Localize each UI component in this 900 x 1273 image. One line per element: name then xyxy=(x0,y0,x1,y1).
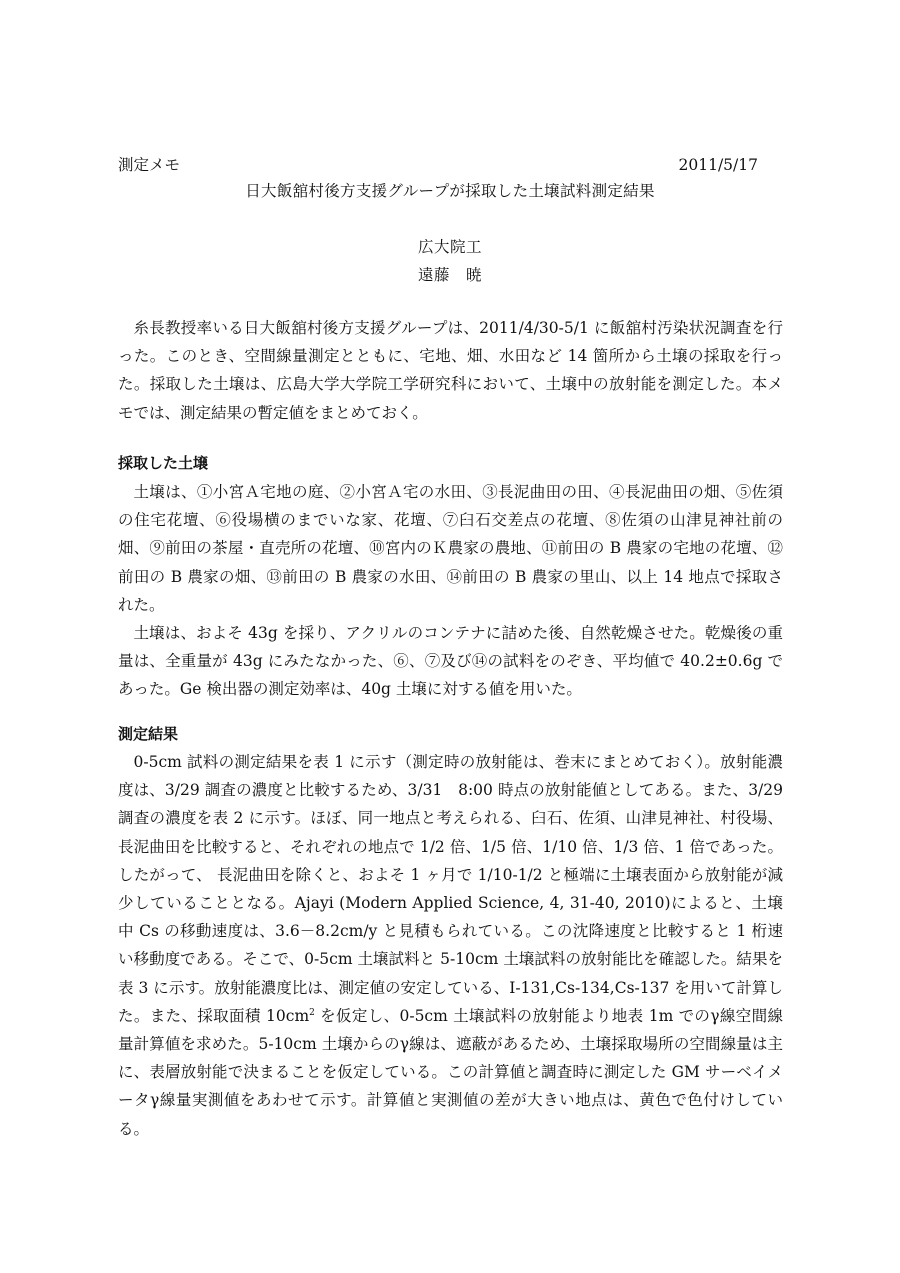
samples-paragraph-2: 土壌は、およそ 43g を採り、アクリルのコンテナに詰めた後、自然乾燥させた。乾燥後の重量は、全重量が 43g にみたなかった、⑥、⑦及び⑭の試料をのぞき、平均値で 40.2±0.6g であった。Ge 検出器の測定効率は、40g 土壌に対する値を用いた。 xyxy=(118,624,783,699)
document-title: 日大飯舘村後方支援グループが採取した土壌試料測定結果 xyxy=(245,182,655,200)
samples-paragraph-1: 土壌は、①小宮Ａ宅地の庭、②小宮Ａ宅の水田、③長泥曲田の田、④長泥曲田の畑、⑤佐須の住宅花壇、⑥役場横のまでいな家、花壇、⑦臼石交差点の花壇、⑧佐須の山津見神社前の畑、⑨前田の茶屋・直売所の花壇、⑩宮内のＫ農家の農地、⑪前田の B 農家の宅地の花壇、⑫前田の B 農家の畑、⑬前田の B 農家の水田、⑭前田の B 農家の里山、以上 14 地点で採取された。 xyxy=(118,483,783,614)
author-name: 遠藤 暁 xyxy=(417,266,482,284)
section-heading-samples: 採取した土壌 xyxy=(118,454,209,472)
memo-label: 測定メモ xyxy=(118,156,181,174)
results-paragraph xyxy=(118,748,783,1143)
author-affiliation: 広大院工 xyxy=(417,238,482,256)
memo-header xyxy=(118,154,758,176)
intro-paragraph: 糸長教授率いる日大飯舘村後方支援グループは、2011/4/30-5/1 に飯舘村汚染状況調査を行った。このとき、空間線量測定とともに、宅地、畑、水田など 14 箇所から土壌の採取を行った。採取した土壌は、広島大学大学院工学研究科において、土壌中の放射能を測定した。本メモでは、測定結果の暫定値をまとめておく。 xyxy=(118,319,783,422)
results-text-part-1: 0-5cm 試料の測定結果を表 1 に示す（測定時の放射能は、巻末にまとめておく）。放射能濃度は、3/29 調査の濃度と比較するため、3/31 8:00 時点の放射能値としてある。また、3/29 調査の濃度を表 2 に示す。ほぼ、同一地点と考えられる、臼石、佐須、山津見神社、村役場、長泥曲田を比較すると、それぞれの地点で 1/2 倍、1/5 倍、1/10 倍、1/3 倍、1 倍であった。したがって、 長泥曲田を除くと、およそ 1 ヶ月で 1/10-1/2 と極端に土壌表面から放射能が減少していることとなる。Ajayi (Modern Applied Science, 4, 31-40, 2010)によると、土壌中 Cs の移動速度は、3.6－8.2cm/y と見積もられている。この沈降速度と比較すると 1 桁速い移動度である。そこで、0-5cm 土壌試料と 5-10cm 土壌試料の放射能比を確認した。結果を表 3 に示す。放射能濃度比は、測定値の安定している、I-131,Cs-134,Cs-137 を用いて計算した。また、採取面積 10cm xyxy=(118,753,783,1025)
memo-date: 2011/5/17 xyxy=(678,156,758,174)
section-heading-results: 測定結果 xyxy=(118,725,179,743)
results-text-part-2: を仮定し、0-5cm 土壌試料の放射能より地表 1m でのγ線空間線量計算値を求めた。5-10cm 土壌からのγ線は、遮蔽があるため、土壌採取場所の空間線量は主に、表層放射能で決まることを仮定している。この計算値と調査時に測定した GM サーベイメータγ線量実測値をあわせて示す。計算値と実測値の差が大きい地点は、黄色で色付けしている。 xyxy=(118,1006,783,1138)
area-unit-superscript: 2 xyxy=(309,1007,315,1018)
